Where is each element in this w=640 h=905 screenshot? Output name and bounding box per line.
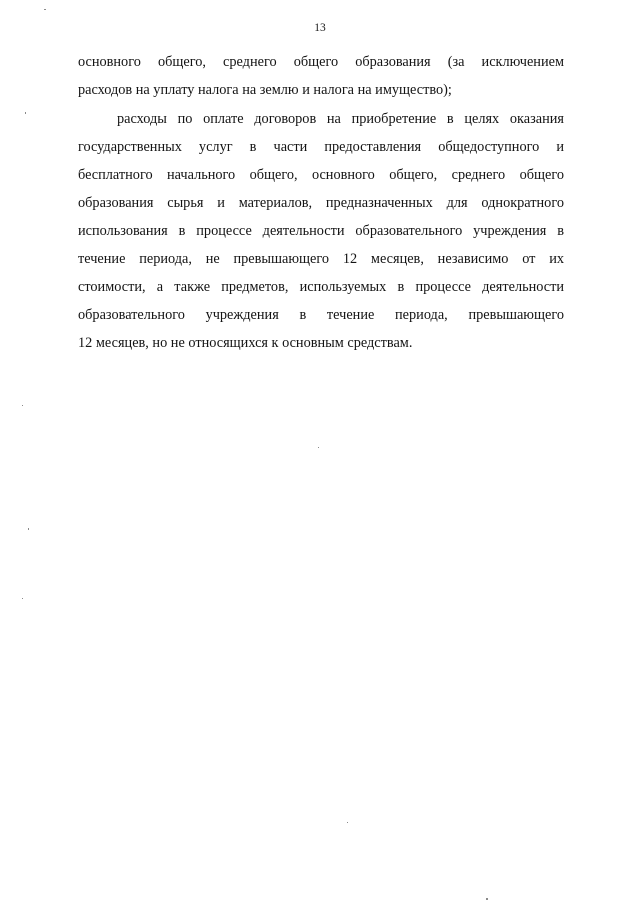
scan-speck — [44, 9, 46, 10]
text-line-8: течение периода, не превышающего 12 месяцев, независимо от их — [78, 251, 564, 267]
paragraph-last-line: 12 месяцев, но не относящихся к основным средствам. — [78, 335, 413, 351]
page-number: 13 — [314, 22, 326, 34]
text-line-5: бесплатного начального общего, основного общего, среднего общего — [78, 167, 564, 183]
scan-speck — [22, 598, 23, 599]
scan-speck — [25, 112, 26, 114]
text-line-4: государственных услуг в части предоставления общедоступного и — [78, 139, 564, 155]
text-line-2: расходов на уплату налога на землю и налога на имущество); — [78, 82, 452, 98]
text-line-6: образования сырья и материалов, предназначенных для однократного — [78, 195, 564, 211]
scan-speck — [347, 822, 348, 823]
paragraph-first-line: расходы по оплате договоров на приобретение в целях оказания — [117, 111, 564, 127]
text-line-1: основного общего, среднего общего образования (за исключением — [78, 54, 564, 70]
scan-speck — [486, 898, 488, 900]
text-line-7: использования в процессе деятельности образовательного учреждения в — [78, 223, 564, 239]
text-line-9: стоимости, а также предметов, используемых в процессе деятельности — [78, 279, 564, 295]
text-line-10: образовательного учреждения в течение периода, превышающего — [78, 307, 564, 323]
scan-speck — [22, 405, 23, 406]
scan-speck — [318, 447, 319, 448]
scan-speck — [28, 528, 29, 530]
